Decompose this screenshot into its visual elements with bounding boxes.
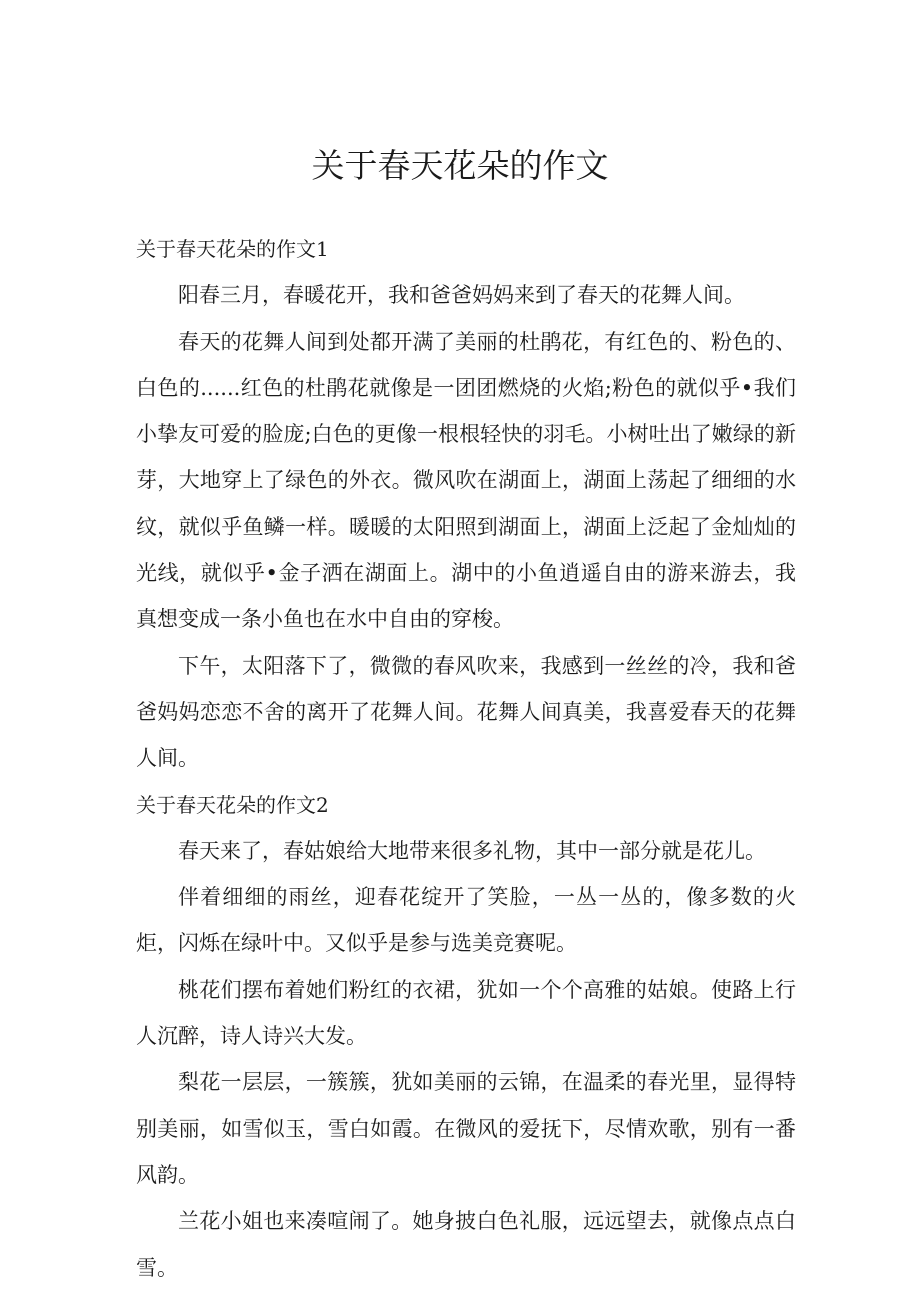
paragraph: 梨花一层层，一簇簇，犹如美丽的云锦，在温柔的春光里，显得特别美丽，如雪似玉，雪白如霞。在微风的爱抚下，尽情欢歌，别有一番风韵。 [136, 1070, 796, 1187]
paragraph: 春天来了，春姑娘给大地带来很多礼物，其中一部分就是花儿。 [178, 838, 766, 863]
paragraph: 兰花小姐也来凑喧闹了。她身披白色礼服，远远望去，就像点点白雪。 [136, 1209, 796, 1280]
essay-section-2 [136, 782, 796, 1291]
section-heading: 关于春天花朵的作文1 [136, 237, 329, 261]
paragraph: 桃花们摆布着她们粉红的衣裙，犹如一个个高雅的姑娘。使路上行人沉醉，诗人诗兴大发。 [136, 977, 796, 1049]
essay-section-1 [136, 226, 796, 782]
document-body [136, 226, 796, 1291]
section-heading: 关于春天花朵的作文2 [136, 792, 329, 817]
paragraph: 春天的花舞人间到处都开满了美丽的杜鹃花，有红色的、粉色的、白色的......红色的杜鹃花就像是一团团燃烧的火焰;粉色的就似乎•我们小挚友可爱的脸庞;白色的更像一根根轻快的羽毛。小树吐出了嫩绿的新芽，大地穿上了绿色的外衣。微风吹在湖面上，湖面上荡起了细细的水纹，就似乎鱼鳞一样。暖暖的太阳照到湖面上，湖面上泛起了金灿灿的光线，就似乎•金子洒在湖面上。湖中的小鱼逍遥自由的游来游去，我真想变成一条小鱼也在水中自由的穿梭。 [136, 329, 796, 632]
document-title: 关于春天花朵的作文 [311, 146, 609, 185]
paragraph: 伴着细细的雨丝，迎春花绽开了笑脸，一丛一丛的，像多数的火炬，闪烁在绿叶中。又似乎是参与选美竞赛呢。 [136, 885, 796, 956]
paragraph: 阳春三月，春暖花开，我和爸爸妈妈来到了春天的花舞人间。 [178, 283, 745, 308]
paragraph: 下午，太阳落下了，微微的春风吹来，我感到一丝丝的冷，我和爸爸妈妈恋恋不舍的离开了花舞人间。花舞人间真美，我喜爱春天的花舞人间。 [136, 653, 796, 771]
